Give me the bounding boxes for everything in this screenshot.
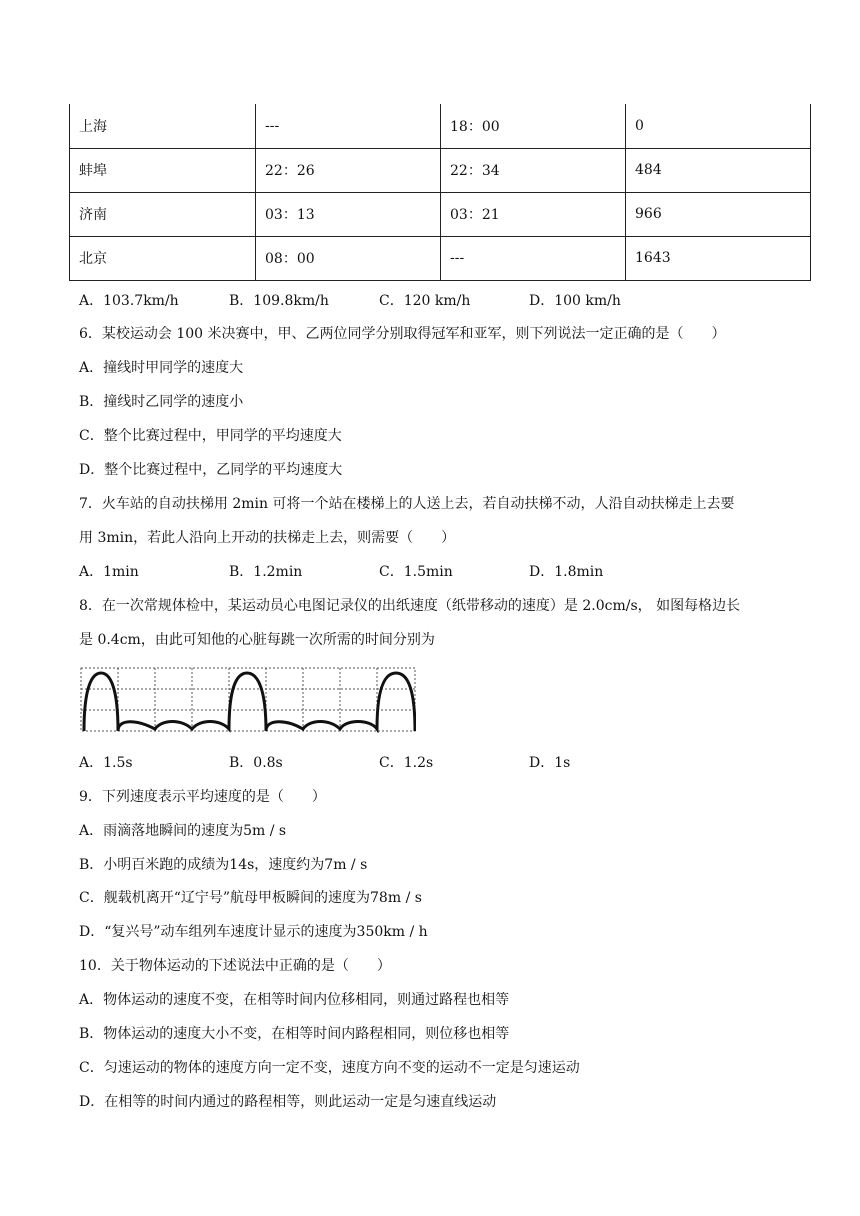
q5-option-c: C．120 km/h (379, 293, 471, 309)
table-cell: --- (256, 104, 441, 148)
table-row (70, 192, 811, 236)
q5-option-a: A．103.7km/h (79, 293, 179, 309)
q7-option-b: B．1.2min (229, 564, 303, 580)
table-cell: 03：13 (256, 192, 441, 236)
q8-option-c: C．1.2s (379, 755, 434, 771)
q6-stem: 6．某校运动会 100 米决赛中，甲、乙两位同学分别取得冠军和亚军，则下列说法一定正确的是（ ） (79, 326, 726, 342)
q5-option-d: D．100 km/h (529, 293, 621, 309)
q7-option-d: D．1.8min (529, 564, 604, 580)
q6-option-d: D．整个比赛过程中，乙同学的平均速度大 (79, 462, 343, 478)
q5-option-b: B．109.8km/h (229, 293, 329, 309)
ecg-strip-figure (80, 667, 416, 733)
table-cell: 1643 (626, 236, 811, 280)
train-timetable (69, 104, 811, 281)
q8-stem-line1: 8．在一次常规体检中，某运动员心电图记录仪的出纸速度（纸带移动的速度）是 2.0cm/s， 如图每格边长 (79, 598, 741, 614)
table-cell: 18：00 (441, 104, 626, 148)
q9-option-a: A．雨滴落地瞬间的速度为5m / s (79, 823, 287, 839)
table-cell: 0 (626, 104, 811, 148)
table-cell: 22：34 (441, 148, 626, 192)
q6-option-a: A．撞线时甲同学的速度大 (79, 360, 244, 376)
q7-stem-line2: 用 3min，若此人沿向上开动的扶梯走上去，则需要（ ） (79, 530, 456, 546)
q7-option-a: A．1min (79, 564, 139, 580)
table-row (70, 104, 811, 148)
q10-option-b: B．物体运动的速度大小不变，在相等时间内路程相同，则位移也相等 (79, 1026, 510, 1042)
q10-option-a: A．物体运动的速度不变，在相等时间内位移相同，则通过路程也相等 (79, 992, 510, 1008)
table-cell: --- (441, 236, 626, 280)
table-row (70, 148, 811, 192)
q10-stem: 10．关于物体运动的下述说法中正确的是（ ） (79, 958, 391, 974)
q8-option-d: D．1s (529, 755, 571, 771)
table-cell: 济南 (70, 192, 256, 236)
q10-option-d: D．在相等的时间内通过的路程相等，则此运动一定是匀速直线运动 (79, 1094, 497, 1110)
table-cell: 北京 (70, 236, 256, 280)
table-cell: 08：00 (256, 236, 441, 280)
table-cell: 484 (626, 148, 811, 192)
q9-option-c: C．舰载机离开“辽宁号”航母甲板瞬间的速度为78m / s (79, 890, 422, 906)
table-cell: 上海 (70, 104, 256, 148)
table-cell: 蚌埠 (70, 148, 256, 192)
q8-stem-line2: 是 0.4cm，由此可知他的心脏每跳一次所需的时间分别为 (79, 632, 435, 648)
q7-option-c: C．1.5min (379, 564, 453, 580)
q7-stem-line1: 7．火车站的自动扶梯用 2min 可将一个站在楼梯上的人送上去，若自动扶梯不动，人沿自动扶梯走上去要 (79, 496, 735, 512)
q6-option-c: C．整个比赛过程中，甲同学的平均速度大 (79, 428, 342, 444)
q9-option-b: B．小明百米跑的成绩为14s，速度约为7m / s (79, 857, 368, 873)
table-row (70, 236, 811, 280)
q10-option-c: C．匀速运动的物体的速度方向一定不变，速度方向不变的运动不一定是匀速运动 (79, 1060, 580, 1076)
q8-option-b: B．0.8s (229, 755, 283, 771)
q8-option-a: A．1.5s (79, 755, 133, 771)
q9-stem: 9．下列速度表示平均速度的是（ ） (79, 789, 326, 805)
table-cell: 22：26 (256, 148, 441, 192)
table-cell: 03：21 (441, 192, 626, 236)
q9-option-d: D．“复兴号”动车组列车速度计显示的速度为350km / h (79, 924, 428, 940)
q6-option-b: B．撞线时乙同学的速度小 (79, 394, 244, 410)
table-cell: 966 (626, 192, 811, 236)
ecg-trace (84, 673, 415, 731)
